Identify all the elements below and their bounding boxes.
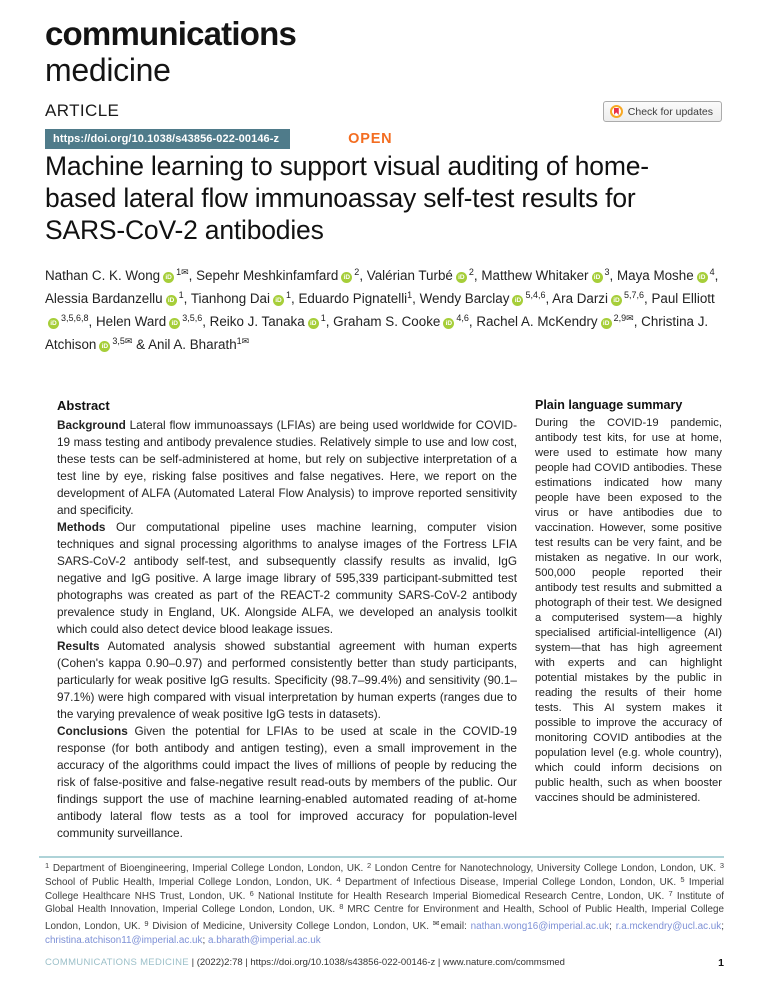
author-affiliation-sup: 3,5✉ — [112, 336, 133, 346]
author-affiliation-sup: 2,9✉ — [613, 313, 634, 323]
journal-logo — [45, 16, 296, 88]
author-name: Valérian Turbé — [366, 268, 453, 283]
email-link[interactable]: nathan.wong16@imperial.ac.uk — [470, 921, 610, 933]
page-number: 1 — [718, 957, 724, 969]
footnote-divider — [39, 856, 724, 858]
orcid-icon[interactable]: iD — [169, 318, 180, 329]
author-affiliation-sup: 5,7,6 — [623, 290, 645, 300]
abstract-paragraph-label: Background — [57, 418, 126, 432]
affiliation-sup: 8 — [339, 902, 344, 912]
orcid-icon[interactable]: iD — [592, 272, 603, 283]
email-link[interactable]: r.a.mckendry@ucl.ac.uk — [615, 921, 722, 933]
page-footer — [45, 957, 724, 969]
abstract-column — [57, 398, 517, 842]
author-name: Maya Moshe — [616, 268, 694, 283]
abstract-body — [57, 417, 517, 842]
author-affiliation-sup: 3,5,6,8 — [61, 313, 89, 323]
check-for-updates-button[interactable] — [603, 101, 722, 122]
author-affiliation-sup: 1 — [178, 290, 184, 300]
orcid-icon[interactable]: iD — [341, 272, 352, 283]
email-link[interactable]: christina.atchison11@imperial.ac.uk — [45, 934, 203, 946]
abstract-paragraph: Conclusions Given the potential for LFIAs to be used at scale in the COVID-19 response (for both antibody and antigen testing), even a small improvement in the accuracy of the algorithms could impact the lives of millions of people by reducing the risk of false-positive and false-negative result read-outs by members of the public. Our findings support the use of machine learning-enabled automated reading of at-home antibody lateral flow tests as a tool for improved accuracy for population-level community surveillance. — [57, 724, 517, 840]
author-name: Christina J. Atchison — [45, 314, 709, 352]
author-affiliation-sup: 4,6 — [456, 313, 469, 323]
affiliation-sup: 3 — [719, 861, 724, 870]
plain-summary-column — [535, 398, 722, 842]
author-name: Wendy Barclay — [419, 291, 510, 306]
author-affiliation-sup: 5,4,6 — [525, 290, 546, 300]
orcid-icon[interactable]: iD — [48, 318, 59, 329]
abstract-paragraph: Methods Our computational pipeline uses machine learning, computer vision techniques and signal processing algorithms to analyse images of the Fortress LFIA SARS-CoV-2 antibody self-test, and subsequently classify results as invalid, IgG negative and IgG positive. A large image library of 595,339 participant-submitted test photographs was created as part of the REACT-2 community SARS-CoV-2 antibody prevalence study in England, UK. Alongside ALFA, we developed an analysis toolkit which could also detect device blood leakage issues. — [57, 520, 517, 636]
author-affiliation-sup: 3,5,6 — [182, 313, 203, 323]
footer-left — [45, 957, 565, 969]
abstract-paragraph: Results Automated analysis showed substantial agreement with human experts (Cohen's kappa 0.90–0.97) and performed consistently better than study participants, particularly for weak positive IgG results. Specificity (98.7–99.4%) and sensitivity (90.1–97.1%) were high compared with visual interpretation by human experts (ranges due to the varying prevalence of weak positive IgG tests in datasets). — [57, 639, 517, 721]
author-name: Anil A. Bharath — [148, 337, 237, 352]
author-affiliation-sup: 1✉ — [236, 336, 250, 346]
abstract-paragraph-label: Conclusions — [57, 724, 128, 738]
orcid-icon[interactable]: iD — [99, 341, 110, 352]
abstract-paragraph: Background Lateral flow immunoassays (LFIAs) are being used worldwide for COVID-19 mass testing and antibody prevalence studies. Relatively simple to use and low cost, these tests can be self-administered at home, but rely on subjective interpretation of a test line by eye, risking false positives and false negatives. Here, we report on the development of ALFA (Automated Lateral Flow Analysis) to improve reported sensitivity and specificity. — [57, 418, 517, 517]
abstract-paragraph-label: Results — [57, 639, 100, 653]
author-name: Alessia Bardanzellu — [45, 291, 163, 306]
orcid-icon[interactable]: iD — [273, 295, 284, 306]
email-link[interactable]: a.bharath@imperial.ac.uk — [208, 934, 321, 946]
bookmark-icon — [614, 108, 619, 115]
author-name: Matthew Whitaker — [481, 268, 589, 283]
footer-citation: | (2022)2:78 | https://doi.org/10.1038/s43856-022-00146-z | www.nature.com/commsmed — [191, 957, 565, 968]
check-for-updates-label: Check for updates — [627, 105, 713, 118]
article-title: Machine learning to support visual auditing of home-based lateral flow immunoassay self-test results for SARS-CoV-2 antibodies — [45, 151, 649, 245]
orcid-icon[interactable]: iD — [443, 318, 454, 329]
plain-summary-text: During the COVID-19 pandemic, antibody test kits, for use at home, were used to estimate how many people had COVID antibodies. These estimations indicated how many people have been exposed to the virus or have antibodies due to vaccination. However, some positive test results can be very faint, and be mistaken as negative. In our work, 500,000 people reported their antibody test results and submitted a photograph of their test. We designed a computerised system—a highly specialised artificial-intelligence (AI) system—that has high agreement with experts and can highlight potential mistakes by the public in reading the results of their home tests. This AI system makes it possible to improve the accuracy of monitoring COVID antibodies at the population level (e.g. whole country), which could inform decisions on public health, such as when booster vaccines should be administered. — [535, 417, 722, 804]
abstract-paragraph-label: Methods — [57, 520, 106, 534]
author-list: Nathan C. K. Wong $iD^{1✉}$, Sepehr Meshkinfamfard $iD^2$, Valérian Turbé $iD^2$, Matthew Whitaker $iD^3$, Maya Moshe $iD^4$, Alessia Bardanzellu $iD^1$, Tianhong Dai $iD^1$, Eduardo Pignatelli$^1$, Wendy Barclay iD$^{5,4,6}$, Ara Darzi iD$^{5,7,6}$, Paul ElliottiD$^{3,5,6,8}$, Helen Ward iD$^{3,5,6}$, Reiko J. Tanaka $iD^1$, Graham S. Cooke iD$^{4,6}$, Rachel A. McKendry $iD^{2,9✉}$, Christina J. Atchison $iD^{3,5✉}$ & Anil A. Bharath$^{1✉}$ — [45, 267, 719, 352]
author-name: Tianhong Dai — [190, 291, 270, 306]
doi-link-badge[interactable]: https://doi.org/10.1038/s43856-022-00146-z — [45, 129, 290, 149]
doi-row — [45, 129, 392, 149]
crossmark-icon — [610, 105, 623, 118]
affiliation-sup: 5 — [680, 874, 685, 884]
author-name: Reiko J. Tanaka — [209, 314, 305, 329]
article-type-label: ARTICLE — [45, 101, 120, 120]
orcid-icon[interactable]: iD — [308, 318, 319, 329]
author-name: Paul Elliott — [651, 291, 715, 306]
affiliation-sup: 2 — [366, 861, 372, 870]
author-affiliation-sup: 2 — [468, 267, 474, 277]
author-affiliation-sup: 2 — [354, 267, 360, 277]
author-name: Sepehr Meshkinfamfard — [196, 268, 339, 283]
author-affiliation-sup: 1 — [407, 290, 413, 300]
footer-journal-name: COMMUNICATIONS MEDICINE — [45, 957, 189, 968]
envelope-icon: ✉ — [432, 919, 440, 929]
journal-logo-communications: communications — [45, 15, 297, 52]
orcid-icon[interactable]: iD — [697, 272, 708, 283]
orcid-icon[interactable]: iD — [512, 295, 523, 306]
author-affiliation-sup: 4 — [709, 267, 715, 277]
abstract-heading: Abstract — [57, 398, 110, 413]
affiliation-sup: 7 — [668, 888, 673, 898]
plain-summary-heading: Plain language summary — [535, 398, 683, 412]
affiliation-sup: 1 — [45, 861, 50, 870]
journal-logo-medicine: medicine — [45, 52, 171, 88]
affiliations-footnote: $^1$ Department of Bioengineering, Imperial College London, London, UK. $^2$ London Centre for Nanotechnology, University College London, London, UK. $^3$ School of Public Health, Imperial College London, London, UK. $^4$ Department of Infectious Disease, Imperial College London, London, UK. $^5$ Imperial College Healthcare NHS Trust, London, UK. $^6$ National Institute for Health Research Imperial Biomedical Research Centre, London, UK. $^7$ Institute of Global Health Innovation, Imperial College London, London, UK. $^8$ MRC Centre for Environment and Health, School of Public Health, Imperial College London, London, UK. $^9$ Division of Medicine, University College London, London, UK. ✉email: nathan.wong16@imperial.ac.uk; r.a.mckendry@ucl.ac.uk; christina.atchison11@imperial.ac.uk; a.bharath@imperial.ac.uk — [45, 861, 725, 946]
author-name: Eduardo Pignatelli — [298, 291, 408, 306]
orcid-icon[interactable]: iD — [166, 295, 177, 306]
author-name: Graham S. Cooke — [333, 314, 441, 329]
orcid-icon[interactable]: iD — [456, 272, 467, 283]
affiliation-sup: 9 — [144, 919, 149, 929]
author-affiliation-sup: 1 — [285, 290, 291, 300]
author-affiliation-sup: 1 — [320, 313, 326, 323]
abstract-columns — [45, 398, 722, 842]
orcid-icon[interactable]: iD — [611, 295, 622, 306]
author-affiliation-sup: 3 — [604, 267, 610, 277]
author-name: Ara Darzi — [552, 291, 608, 306]
author-name: Rachel A. McKendry — [476, 314, 598, 329]
orcid-icon[interactable]: iD — [163, 272, 174, 283]
open-access-label: OPEN — [348, 131, 393, 147]
article-header-row — [45, 101, 722, 127]
author-affiliation-sup: 1✉ — [176, 267, 189, 277]
affiliation-sup: 6 — [249, 888, 254, 898]
affiliation-sup: 4 — [336, 874, 341, 884]
author-name: Helen Ward — [95, 314, 167, 329]
orcid-icon[interactable]: iD — [601, 318, 612, 329]
author-name: Nathan C. K. Wong — [45, 268, 161, 283]
